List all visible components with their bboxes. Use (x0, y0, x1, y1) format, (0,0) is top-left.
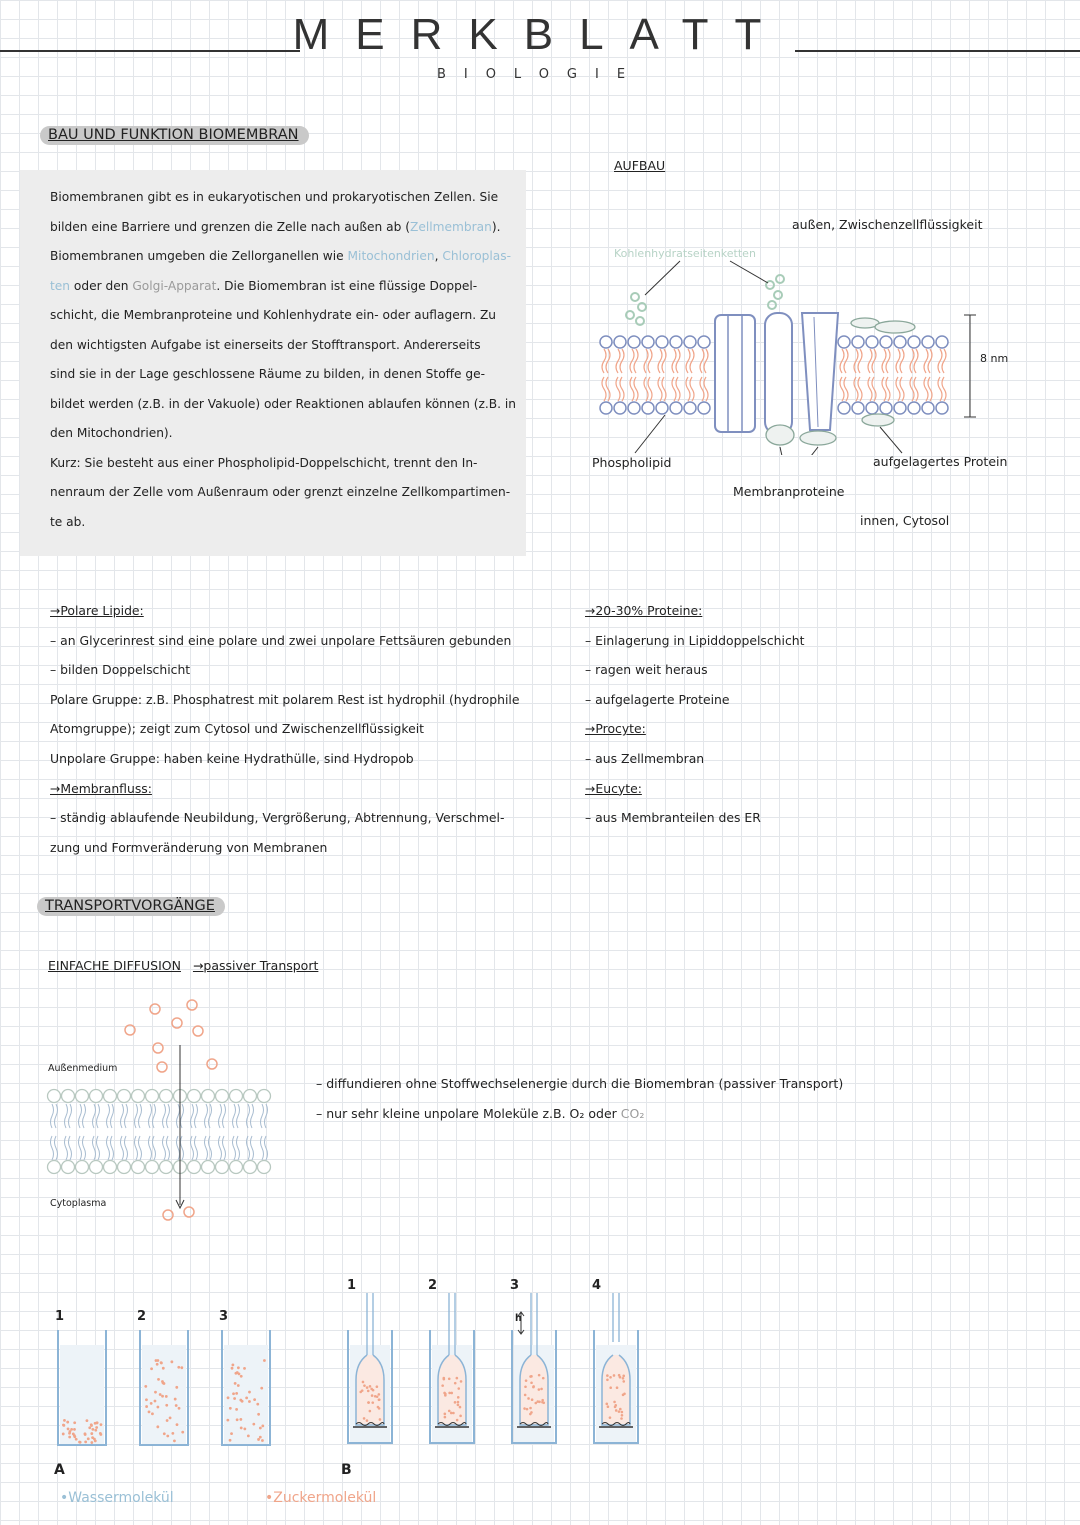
experiment-a-beakers (50, 1325, 280, 1450)
page-subtitle: BIOLOGIE (436, 67, 644, 82)
label-outer-medium: Außenmedium (48, 1063, 118, 1074)
label-carbohydrates: Kohlenhydratseitenketten (614, 247, 756, 260)
experiment-b-osmometers (340, 1285, 650, 1455)
para-line (50, 272, 520, 302)
label-outside: außen, Zwischenzellflüssigkeit (792, 217, 983, 232)
para-text: bilden eine Barriere und grenzen die Zelle nach außen ab ( (50, 219, 410, 234)
diffusion-title (48, 958, 318, 973)
carbohydrate-chain (626, 275, 784, 325)
beaker-number: 3 (219, 1309, 229, 1324)
legend-sugar: •Zuckermolekül (265, 1490, 377, 1506)
para-text: . Die Biomembran ist eine flüssige Doppel- (216, 278, 478, 293)
point-text: oder (584, 1106, 621, 1121)
diagram-heading: AUFBAU (614, 158, 666, 173)
list-item: – Einlagerung in Lipiddoppelschicht (585, 632, 805, 648)
term-golgi: Golgi-Apparat (132, 278, 217, 293)
osmometer-number: 4 (592, 1278, 602, 1293)
list-heading: →Polare Lipide: (50, 603, 144, 618)
list-item: zung und Formveränderung von Membranen (50, 839, 328, 855)
list-proteins (585, 596, 804, 833)
label-membrane-proteins: Membranproteine (733, 484, 845, 499)
bilayer-heads-top (48, 1090, 271, 1103)
para-text: Biomembranen umgeben die Zellorganellen wie (50, 249, 348, 263)
term-mitochondrien: Mitochondrien (347, 249, 435, 263)
list-item: Unpolare Gruppe: haben keine Hydrathülle, sind Hydropob (50, 750, 414, 766)
height-label: h (515, 1313, 522, 1324)
term-zellmembran: Zellmembran (410, 219, 492, 234)
list-item: Polare Gruppe: z.B. Phosphatrest mit polarem Rest ist hydrophil (hydrophile (50, 691, 520, 707)
list-heading: →Eucyte: (585, 780, 642, 796)
list-item: – aus Zellmembran (585, 750, 705, 766)
diffusion-type: →passiver Transport (192, 958, 319, 973)
label-b: B (341, 1462, 352, 1478)
label-cytoplasm: Cytoplasma (50, 1198, 107, 1209)
beaker-number: 1 (55, 1309, 65, 1324)
inner-protein (766, 425, 794, 445)
para-line: den wichtigsten Aufgabe ist einerseits der Stofftransport. Andererseits (50, 337, 481, 352)
integral-protein (765, 313, 792, 434)
intro-paragraph (50, 183, 520, 537)
para-text: oder den (70, 278, 133, 293)
para-line: schicht, die Membranproteine und Kohlenhydrate ein- oder auflagern. Zu (50, 308, 497, 322)
page-title: MERKBLATT (292, 10, 788, 59)
label-phospholipid: Phospholipid (592, 455, 672, 470)
para-text: ). (491, 219, 501, 234)
diffusion-point-1: – diffundieren ohne Stoffwechselenergie durch die Biomembran (passiver Transport) (316, 1076, 844, 1091)
para-line: sind sie in der Lage geschlossene Räume zu bilden, in denen Stoffe ge- (50, 367, 486, 381)
para-line: te ab. (50, 514, 86, 529)
list-heading: →Membranfluss: (50, 780, 152, 796)
bilayer-tails (51, 1104, 268, 1160)
peripheral-protein-outer (875, 321, 915, 333)
diffusing-molecules (125, 1000, 217, 1220)
channel-protein (715, 315, 755, 432)
label-inside: innen, Cytosol (860, 513, 950, 528)
list-item: – ragen weit heraus (585, 662, 708, 678)
para-text: , (434, 249, 443, 263)
point-text: – nur sehr kleine unpolare Moleküle z.B. (316, 1106, 570, 1121)
term-chloroplasten-end: ten (50, 278, 71, 293)
list-item: Atomgruppe); zeigt zum Cytosol und Zwischenzellflüssigkeit (50, 721, 425, 737)
label-thickness: 8 nm (980, 352, 1009, 365)
list-item: – an Glycerinrest sind eine polare und zwei unpolare Fettsäuren gebunden (50, 632, 512, 648)
section-heading-biomembran: BAU UND FUNKTION BIOMEMBRAN (40, 126, 309, 145)
legend-water: •Wassermolekül (60, 1490, 174, 1506)
osmometer-number: 1 (347, 1278, 357, 1293)
osmometer-number: 3 (510, 1278, 520, 1293)
diffusion-title-text: EINFACHE DIFFUSION (48, 958, 181, 973)
term-chloroplasten: Chloroplas- (442, 249, 512, 263)
list-item: – aus Membranteilen des ER (585, 810, 761, 826)
list-heading: →Procyte: (585, 721, 646, 737)
co2: CO₂ (620, 1106, 645, 1121)
list-item: – ständig ablaufende Neubildung, Vergrößerung, Abtrennung, Verschmel- (50, 810, 505, 826)
diffusion-point-2 (316, 1106, 644, 1121)
para-line: nenraum der Zelle vom Außenraum oder grenzt einzelne Zellkompartimen- (50, 485, 511, 499)
beaker-number: 2 (137, 1309, 147, 1324)
peripheral-protein-inner (862, 414, 894, 426)
osmometer-number: 2 (428, 1278, 438, 1293)
label-peripheral-protein: aufgelagertes Protein (873, 454, 1008, 469)
bilayer-heads-bottom (48, 1161, 271, 1174)
para-line: Kurz: Sie besteht aus einer Phospholipid-Doppelschicht, trennt den In- (50, 455, 478, 470)
transmembrane-protein (802, 313, 838, 430)
list-heading: →20-30% Proteine: (585, 603, 703, 618)
para-line (50, 242, 520, 272)
diffusion-diagram (40, 990, 280, 1230)
inner-protein (800, 431, 836, 445)
membrane-diagram (590, 255, 1010, 455)
list-item: – aufgelagerte Proteine (585, 691, 730, 707)
para-line (50, 213, 520, 243)
section-heading-transport: TRANSPORTVORGÄNGE (37, 897, 225, 916)
para-line: bildet werden (z.B. in der Vakuole) oder Reaktionen ablaufen können (z.B. in (50, 396, 516, 411)
o2: O₂ (569, 1106, 585, 1121)
para-line: den Mitochondrien). (50, 426, 173, 440)
list-item: – bilden Doppelschicht (50, 662, 191, 678)
label-a: A (54, 1462, 65, 1478)
para-line: Biomembranen gibt es in eukaryotischen und prokaryotischen Zellen. Sie (50, 190, 499, 204)
list-lipids (50, 596, 519, 862)
